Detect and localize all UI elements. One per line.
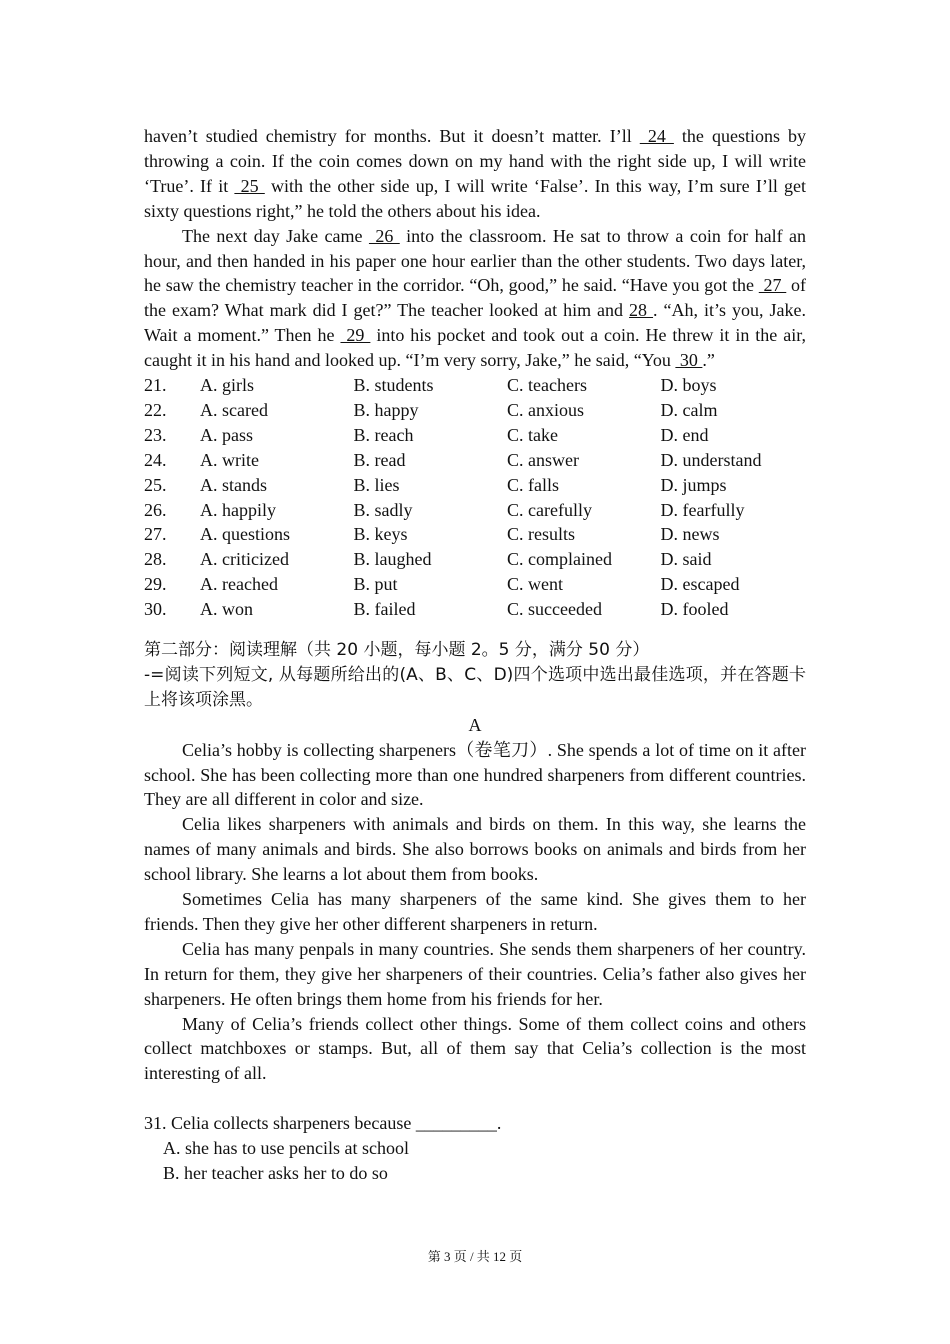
option-c: C. carefully [507,499,592,520]
option-b: B. students [353,375,434,396]
text-run: . “Ah, it’s you, Jake. Wait a moment.” Then he [144,300,806,346]
option-d: D. jumps [660,474,727,495]
question-number: 29. [144,574,167,595]
question-number: 25. [144,474,167,495]
option-row-23 [144,423,806,448]
passage-paragraph: Celia’s hobby is collecting sharpeners（卷笔刀）. She spends a lot of time on it after school. She has been collecting more than one hundred sharpeners from different countries. They are all different in color and size. [144,739,806,810]
option-c: C. complained [507,549,612,570]
option-c: C. teachers [507,375,587,396]
option-c: C. take [507,424,558,445]
option-b: B. reach [353,424,414,445]
option-d: D. fearfully [660,499,745,520]
option-a: A. scared [200,399,268,420]
blank-24: 24 [639,126,674,146]
question-number: 28. [144,549,167,570]
question-number: 22. [144,399,167,420]
option-row-26 [144,498,806,523]
blank-26: 26 [368,225,400,246]
cloze-paragraph-2 [144,224,806,373]
option-row-21 [144,373,806,398]
option-b: B. read [353,449,406,470]
option-d: D. escaped [660,574,740,595]
question-number: 24. [144,449,167,470]
blank-28: 28 [629,300,654,321]
text-run: into his pocket and took out a coin. He threw it in the air, caught it in his hand and looked up. “I’m very sorry, Jake,” he said, “You [144,325,807,371]
option-row-25 [144,473,806,498]
option-b: B. lies [353,474,400,495]
option-b: B. put [353,574,398,595]
option-a: A. girls [200,375,254,396]
option-d: D. end [660,424,709,445]
option-c: C. results [507,524,576,545]
option-row-28 [144,547,806,572]
text-run: the questions by throwing a coin. If the coin comes down on my hand with the right side up, I will write ‘True’. If it [144,126,807,196]
option-b: B. keys [353,524,408,545]
option-a: A. write [200,449,259,470]
blank-27: 27 [758,275,787,296]
option-d: D. boys [660,375,717,396]
text-run: into the classroom. He sat to throw a coin for half an hour, and then handed in his paper one hour earlier than the other students. Two days later, he saw the chemistry teacher in the corridor. “Oh, good,” he said. “Have you got the [144,225,806,296]
section-heading: 第二部分：阅读理解（共 20 小题，每小题 2。5 分，满分 50 分） [144,639,650,660]
question-number: 30. [144,599,167,620]
cloze-paragraph-1 [144,124,806,224]
passage-paragraph: Many of Celia’s friends collect other things. Some of them collect coins and others collect matchboxes or stamps. But, all of them say that Celia’s collection is the most interesting of all. [144,1013,806,1084]
text-run: haven’t studied chemistry for months. But it doesn’t matter. I’ll [144,126,640,146]
option-c: C. falls [507,474,559,495]
option-c: C. anxious [507,399,585,420]
text-run: with the other side up, I will write ‘False’. In this way, I’m sure I’ll get sixty questions right,” he told the others about his idea. [144,175,807,221]
document-page [144,124,806,1186]
question-stem: 31. Celia collects sharpeners because _________. [144,1113,502,1134]
option-a: A. pass [200,424,253,445]
option-d: D. understand [660,449,762,470]
page-footer: 第 3 页 / 共 12 页 [427,1249,523,1264]
option-b: B. sadly [353,499,413,520]
passage-paragraph: Celia has many penpals in many countries. She sends them sharpeners of her country. In return for them, they give her sharpeners of their countries. Celia’s father also gives her sharpeners. He often brings them home from his friends for her. [144,938,806,1009]
option-a: A. questions [200,524,290,545]
option-a: A. stands [200,474,267,495]
question-number: 21. [144,375,167,396]
options-table [144,373,806,622]
option-c: C. went [507,574,563,595]
text-run: The next day Jake came [182,225,369,246]
option-row-24 [144,448,806,473]
option-b: B. failed [353,599,416,620]
option-c: C. answer [507,449,579,470]
question-choice-a: A. she has to use pencils at school [163,1138,409,1159]
question-number: 26. [144,499,167,520]
blank-30: 30 [675,350,703,371]
text-run: of the exam? What mark did I get?” The teacher looked at him and [144,275,807,321]
option-row-22 [144,398,806,423]
option-b: B. laughed [353,549,432,570]
question-choice-b: B. her teacher asks her to do so [163,1163,388,1184]
option-a: A. criticized [200,549,289,570]
option-a: A. reached [200,574,278,595]
option-d: D. fooled [660,599,729,620]
question-number: 27. [144,524,167,545]
option-row-29 [144,572,806,597]
option-a: A. happily [200,499,276,520]
question-number: 23. [144,424,167,445]
option-d: D. said [660,549,712,570]
passage-paragraph: Sometimes Celia has many sharpeners of the same kind. She gives them to her friends. Then they give her other different sharpeners in return. [144,889,806,934]
text-run: .” [702,350,715,371]
passage-paragraph: Celia likes sharpeners with animals and birds on them. In this way, she learns the names of many animals and birds. She also borrows books on animals and birds from her school library. She learns a lot about them from books. [144,814,806,885]
option-row-30 [144,597,806,622]
passage-letter: A [468,714,482,735]
option-row-27 [144,522,806,547]
blank-29: 29 [340,325,371,346]
blank-25: 25 [234,175,265,196]
option-d: D. calm [660,399,718,420]
option-d: D. news [660,524,720,545]
option-c: C. succeeded [507,599,602,620]
option-b: B. happy [353,399,419,420]
section-instruction: -=阅读下列短文, 从每题所给出的(A、B、C、D)四个选项中选出最佳选项，并在答题卡上将该项涂黑。 [144,664,806,710]
option-a: A. won [200,599,253,620]
